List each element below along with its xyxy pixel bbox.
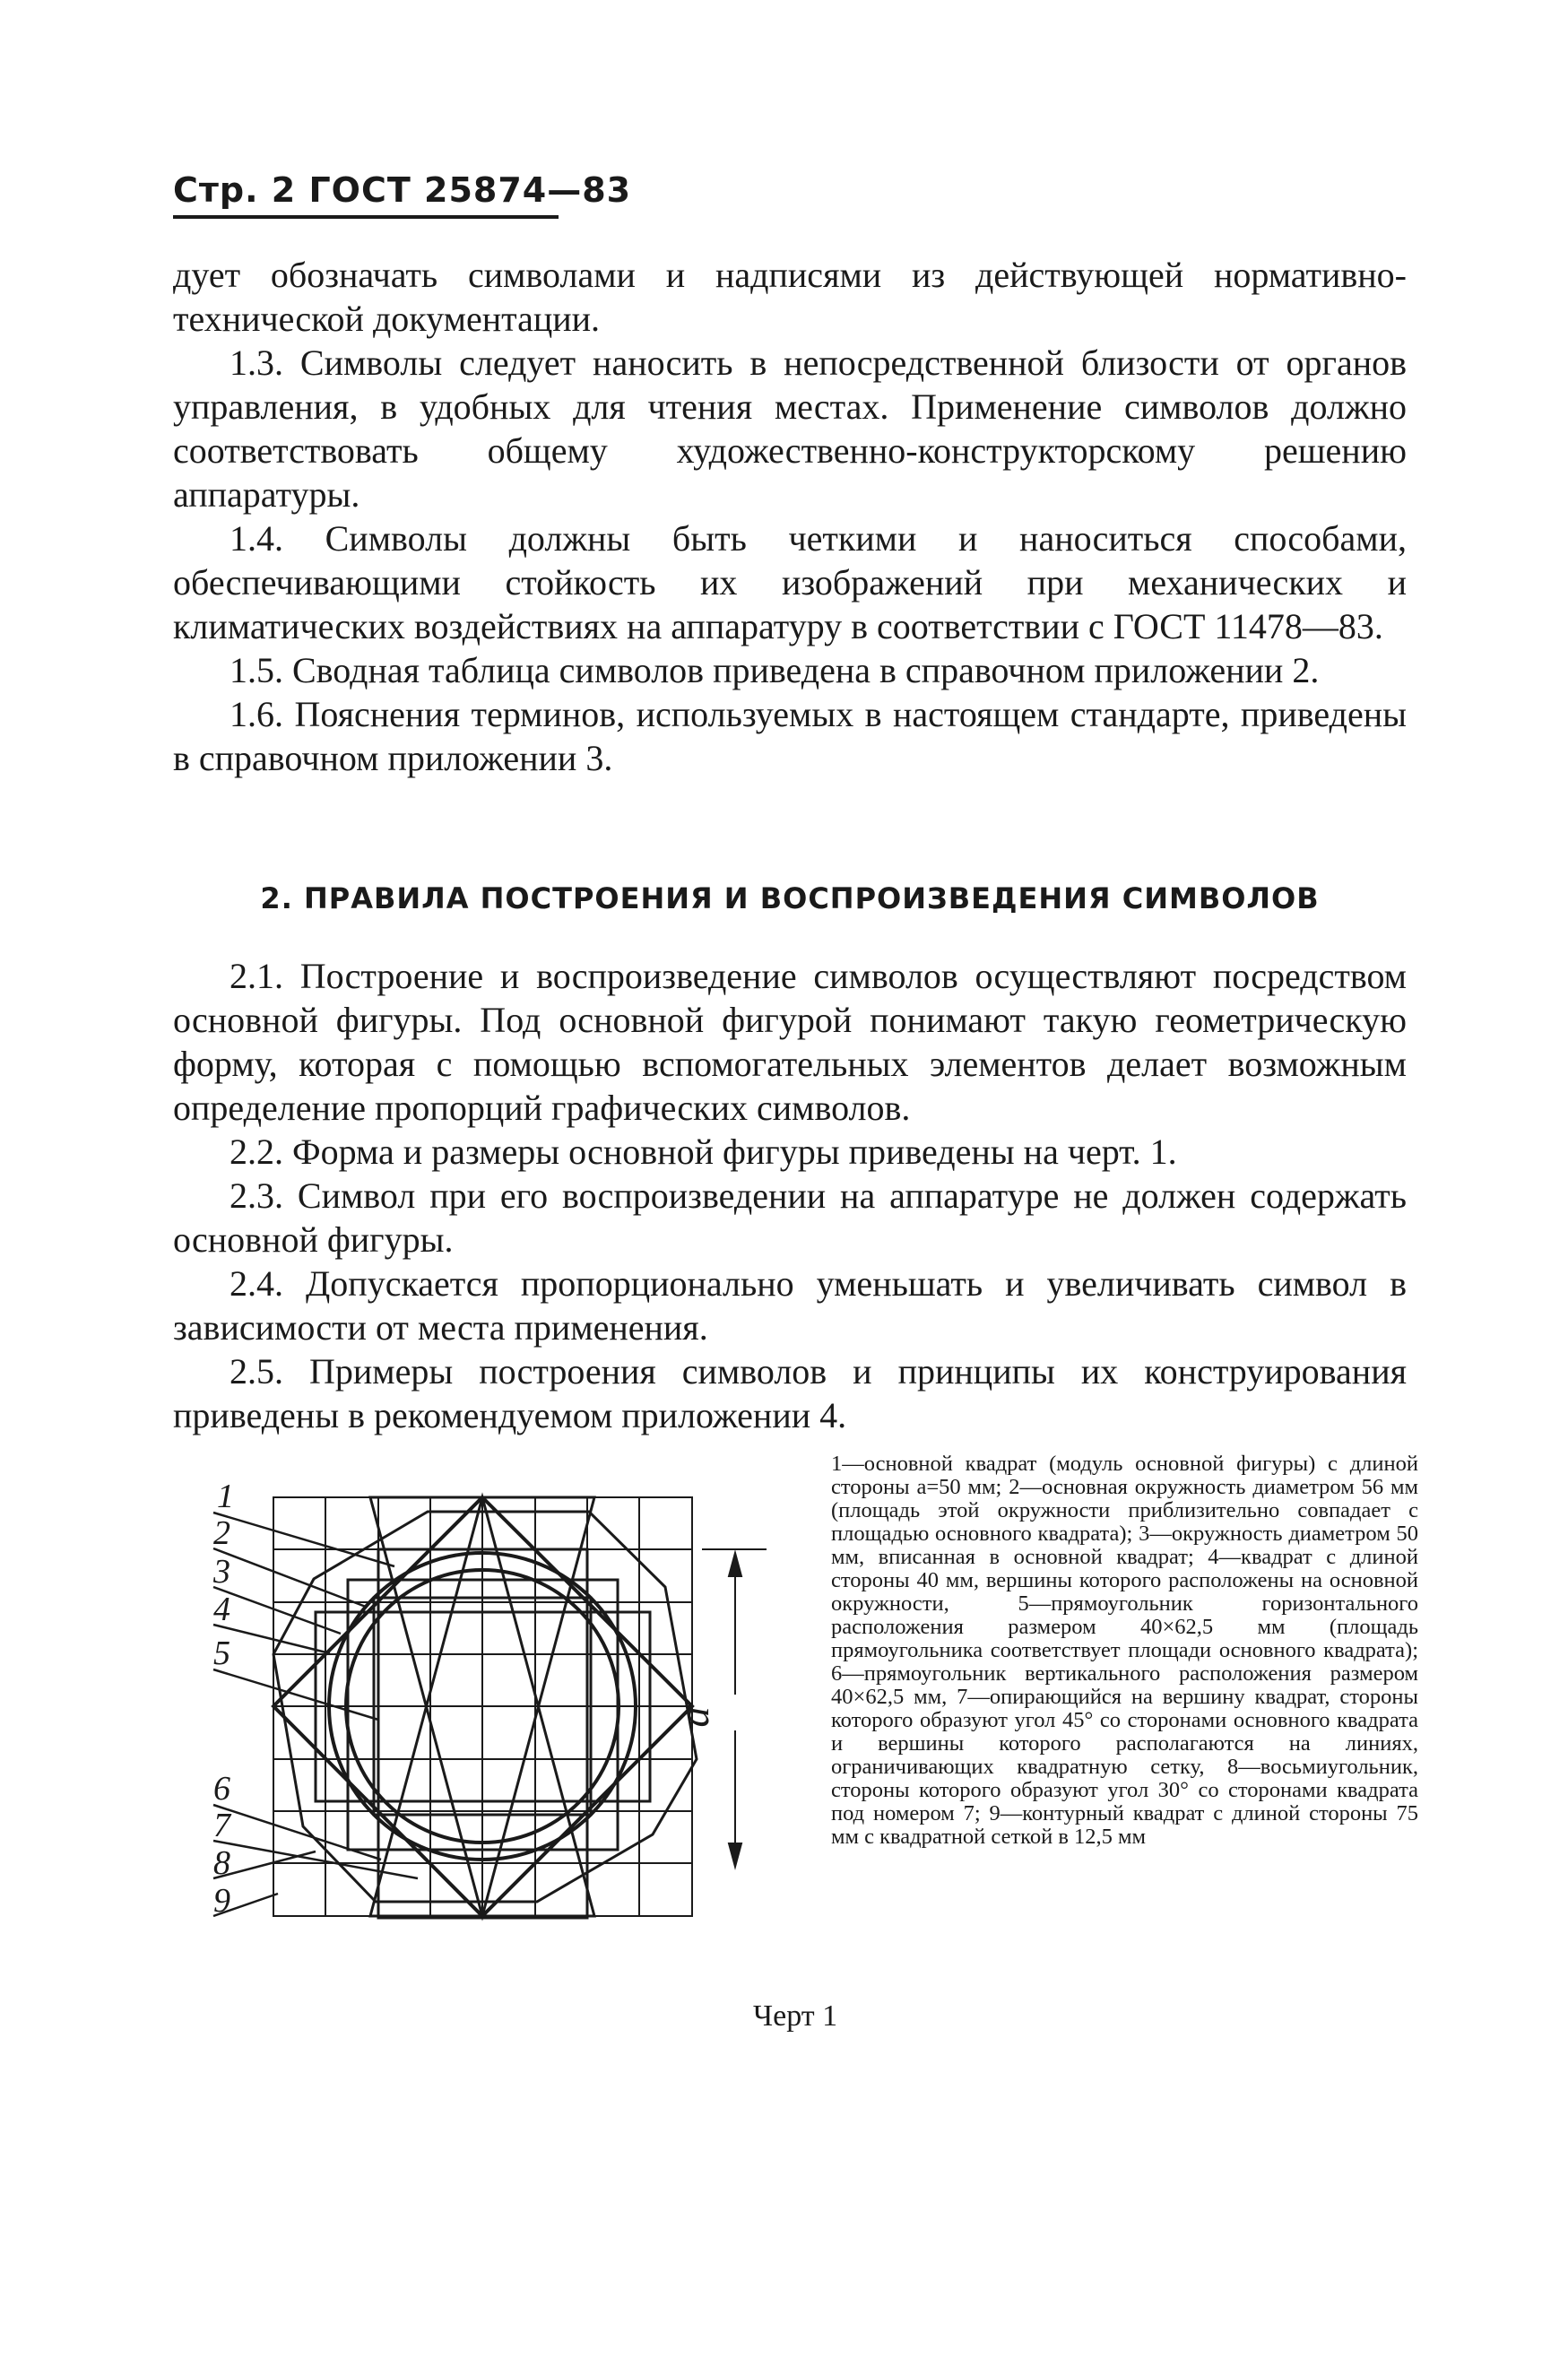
paragraph: 1.6. Пояснения терминов, используемых в настоящем стандарте, приведены в справочном приложении 3. — [173, 694, 1407, 778]
header-rule — [173, 215, 559, 219]
paragraph: 1.4. Символы должны быть четкими и наноситься способами, обеспечивающими стойкость их изображений при механических и климатических воздействиях на аппаратуру в соответствии с ГОСТ 11478—83. — [173, 518, 1407, 646]
paragraph: 1.5. Сводная таблица символов приведена в справочном приложении 2. — [230, 650, 1320, 690]
paragraph: 2.1. Построение и воспроизведение символов осуществляют посредством основной фигуры. Под основной фигурой понимают такую геометрическую форму, которая с помощью вспомогательных элементов делает возможным определение пропорций графических символов. — [173, 956, 1407, 1128]
paragraph: 2.4. Допускается пропорционально уменьшать и увеличивать символ в зависимости от места применения. — [173, 1263, 1407, 1348]
basic-figure-drawing — [197, 1461, 825, 2376]
figure-legend — [831, 1452, 1418, 1849]
paragraph: 2.2. Форма и размеры основной фигуры приведены на черт. 1. — [230, 1132, 1177, 1172]
figure-label-8: 8 — [213, 1844, 230, 1882]
paragraph: 1.3. Символы следует наносить в непосредственной близости от органов управления, в удобных для чтения местах. Применение символов должно соответствовать общему художественно-конструкторскому решению аппаратуры. — [173, 343, 1407, 515]
figure-label-9: 9 — [213, 1882, 230, 1920]
page-header — [173, 170, 631, 210]
section-title: 2. ПРАВИЛА ПОСТРОЕНИЯ И ВОСПРОИЗВЕДЕНИЯ СИМВОЛОВ — [260, 881, 1320, 915]
figure-label-7: 7 — [213, 1807, 230, 1844]
figure-label-1: 1 — [217, 1478, 234, 1515]
figure-label-5: 5 — [213, 1635, 230, 1672]
paragraph: 2.5. Примеры построения символов и принципы их конструирования приведены в рекомендуемом приложении 4. — [173, 1351, 1407, 1435]
figure-label-6: 6 — [213, 1770, 230, 1808]
header-text: Стр. 2 ГОСТ 25874—83 — [173, 170, 632, 210]
legend-text: 1—основной квадрат (модуль основной фигуры) с длиной стороны a=50 мм; 2—основная окружность диаметром 56 мм (площадь этой окружности приблизительно совпадает с площадью основного квадрата); 3—окружность диаметром 50 мм, вписанная в основной квадрат; 4—квадрат с длиной стороны 40 мм, вершины которого расположены на основной окружности, 5—прямоугольник горизонтального расположения размером 40×62,5 мм (площадь прямоугольника соответствует площади основного квадрата); 6—прямоугольник вертикального расположения размером 40×62,5 мм, 7—опирающийся на вершину квадрат, стороны которого образуют угол 45° со сторонами основного квадрата и вершины которого располагаются на линиях, ограничивающих квадратную сетку, 8—восьмиугольник, стороны которого образуют угол 30° со сторонами квадрата под номером 7; 9—контурный квадрат с длиной стороны 75 мм с квадратной сеткой в 12,5 мм — [831, 1452, 1418, 1849]
dimension-label-a: a — [671, 1706, 717, 1728]
figure-label-4: 4 — [213, 1591, 230, 1628]
figure-label-3: 3 — [213, 1553, 230, 1591]
top-text-block — [173, 253, 1407, 780]
paragraph: дует обозначать символами и надписями из действующей нормативно-технической документации. — [173, 255, 1407, 339]
paragraph: 2.3. Символ при его воспроизведении на аппаратуре не должен содержать основной фигуры. — [173, 1175, 1407, 1260]
figure-caption: Черт 1 — [753, 1999, 838, 2033]
section-text-block — [173, 954, 1407, 1437]
figure-label-2: 2 — [213, 1514, 230, 1552]
